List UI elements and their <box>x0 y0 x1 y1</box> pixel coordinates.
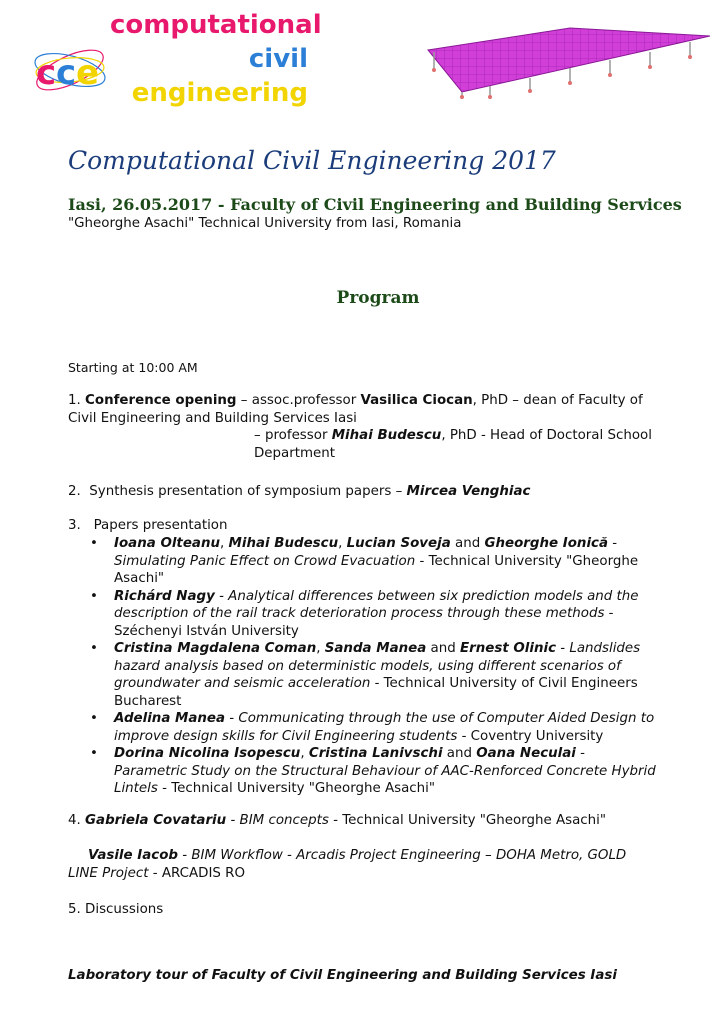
paper-text-segment: Ioana Olteanu <box>114 536 221 551</box>
paper-text-segment: Cristina Lanivschi <box>308 746 443 761</box>
paper-text-segment: Lucian Soveja <box>346 536 451 551</box>
paper-text-segment: Simulating Panic Effect on Crowd Evacuation <box>114 553 416 569</box>
paper-text-segment: - Coventry University <box>457 728 604 744</box>
paper-text-segment: Ernest Olinic <box>459 641 557 656</box>
paper-text-segment: Oana Neculai <box>476 746 576 761</box>
svg-text:c: c <box>56 53 77 93</box>
paper-entry <box>68 535 708 588</box>
item-4-bim: 4. Gabriela Covatariu - BIM concepts - Technical University "Gheorghe Asachi" <box>68 813 607 828</box>
bullet-icon: • <box>90 536 98 551</box>
item-4-bim-workflow: Vasile Iacob - BIM Workflow - Arcadis Project Engineering – DOHA Metro, GOLD LINE Project - ARCADIS RO <box>68 848 627 881</box>
bullet-icon: • <box>90 641 98 656</box>
paper-text-segment: Bucharest <box>114 693 182 709</box>
university-line: "Gheorghe Asachi" Technical University from Iasi, Romania <box>68 216 462 231</box>
svg-text:e: e <box>76 53 100 93</box>
paper-text-segment: , <box>300 746 309 761</box>
paper-entry <box>68 745 708 798</box>
paper-text-segment: Asachi" <box>114 571 165 586</box>
start-time: Starting at 10:00 AM <box>68 360 198 375</box>
item-2-synthesis: 2. Synthesis presentation of symposium papers – Mircea Venghiac <box>68 484 531 499</box>
paper-line <box>114 710 708 728</box>
paper-line <box>114 728 708 746</box>
paper-text-segment: and <box>426 641 460 656</box>
paper-entry <box>68 710 708 745</box>
paper-text-segment: - Landslides <box>556 641 641 656</box>
paper-line <box>114 640 708 658</box>
paper-text-segment: Dorina Nicolina Isopescu <box>114 746 301 761</box>
bullet-icon: • <box>90 746 98 761</box>
paper-text-segment: - Technical University of Civil Engineers <box>370 676 638 691</box>
paper-text-segment: - <box>608 536 618 551</box>
paper-text-segment: , <box>220 536 229 551</box>
paper-text-segment: Lintels <box>114 781 158 796</box>
paper-entry <box>68 588 708 641</box>
paper-text-segment: - Analytical differences between six prediction models and the <box>214 588 639 604</box>
bullet-icon: • <box>90 711 98 726</box>
paper-line <box>114 693 708 711</box>
paper-text-segment: , <box>316 641 325 656</box>
paper-text-segment: hazard analysis based on deterministic models, using different scenarios of <box>114 658 621 674</box>
paper-text-segment: - Technical University "Gheorghe <box>415 553 639 569</box>
paper-line <box>114 535 708 553</box>
structural-model-image <box>420 18 716 100</box>
logo-word-civil: civil <box>248 44 308 74</box>
item-3-papers-presentation: 3. Papers presentation <box>68 518 228 533</box>
item-5-discussions: 5. Discussions <box>68 902 164 917</box>
paper-line <box>114 780 708 798</box>
paper-text-segment: - Communicating through the use of Computer Aided Design to <box>225 711 655 726</box>
paper-text-segment: Cristina Magdalena Coman <box>114 641 317 656</box>
paper-text-segment: - <box>604 606 614 621</box>
papers-list <box>68 535 708 798</box>
paper-text-segment: - <box>575 746 585 761</box>
paper-text-segment: and <box>442 746 477 761</box>
paper-text-segment: and <box>450 536 485 551</box>
paper-text-segment: Adelina Manea <box>114 711 226 726</box>
paper-text-segment: Sanda Manea <box>324 641 427 656</box>
paper-text-segment: description of the rail track deterioration process through these methods <box>114 606 605 621</box>
paper-text-segment: Parametric Study on the Structural Behaviour of AAC-Renforced Concrete Hybrid <box>114 763 656 779</box>
conference-title: Computational Civil Engineering 2017 <box>68 146 556 175</box>
bullet-icon: • <box>90 588 98 604</box>
paper-line <box>114 675 708 693</box>
paper-line <box>114 570 708 588</box>
paper-text-segment: - Technical University "Gheorghe Asachi" <box>157 781 436 796</box>
closing-lab-tour: Laboratory tour of Faculty of Civil Engineering and Building Services Iasi <box>68 968 617 983</box>
svg-text:c: c <box>36 53 57 93</box>
paper-text-segment: Richárd Nagy <box>114 588 215 604</box>
cce-logo-emblem <box>30 40 114 100</box>
paper-line <box>114 623 708 641</box>
logo-word-computational: computational <box>110 10 322 40</box>
cce-logo <box>30 40 114 100</box>
item-1-conference-opening: 1. Conference opening – assoc.professor Vasilica Ciocan, PhD – dean of Faculty of Civil Engineering and Building Services Iasi – professor Mihai Budescu, PhD - Head of Doctoral School Department <box>68 393 652 461</box>
paper-line <box>114 763 708 781</box>
paper-text-segment: Mihai Budescu <box>228 536 339 551</box>
paper-text-segment: , <box>338 536 347 551</box>
paper-line <box>114 605 708 623</box>
logo-word-engineering: engineering <box>131 78 308 108</box>
paper-line <box>114 658 708 676</box>
paper-line <box>114 553 708 571</box>
paper-line <box>114 745 708 763</box>
paper-text-segment: improve design skills for Civil Engineering students <box>114 728 458 744</box>
paper-text-segment: Széchenyi István University <box>114 623 299 639</box>
program-heading: Program <box>336 288 420 308</box>
paper-line <box>114 588 708 606</box>
paper-text-segment: groundwater and seismic acceleration <box>114 676 371 691</box>
paper-entry <box>68 640 708 710</box>
date-location-line: Iasi, 26.05.2017 - Faculty of Civil Engineering and Building Services <box>68 195 682 214</box>
paper-text-segment: Gheorghe Ionică <box>484 536 609 551</box>
